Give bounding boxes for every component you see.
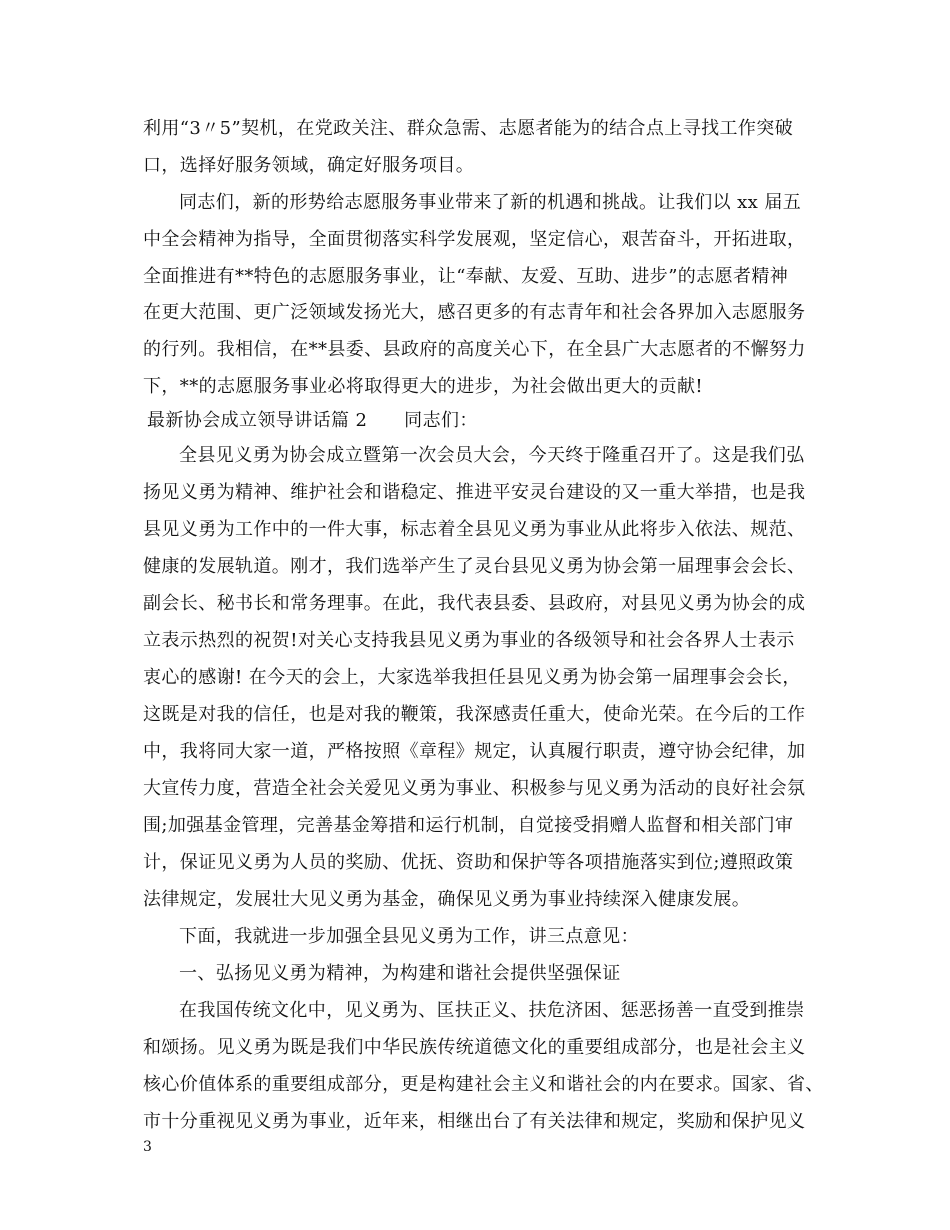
- text-line: 下，**的志愿服务事业必将取得更大的进步，为社会做出更大的贡献!: [143, 376, 704, 397]
- text-line: 口，选择好服务领域，确定好服务项目。: [143, 155, 475, 176]
- text-line: 在更大范围、更广泛领域发扬光大，感召更多的有志青年和社会各界加入志愿服务: [143, 302, 806, 323]
- text-line: 全面推进有**特色的志愿服务事业，让“奉献、友爱、互助、进步”的志愿者精神: [143, 266, 789, 287]
- text-line: 计，保证见义勇为人员的奖励、优抚、资助和保护等各项措施落实到位;遵照政策: [143, 852, 794, 873]
- text-line: 中，我将同大家一道，严格按照《章程》规定，认真履行职责，遵守协会纪律，加: [143, 741, 806, 762]
- text-line: 健康的发展轨道。刚才，我们选举产生了灵台县见义勇为协会第一届理事会会长、: [143, 556, 806, 577]
- text-line: 法律规定，发展壮大见义勇为基金，确保见义勇为事业持续深入健康发展。: [143, 889, 751, 910]
- text-line: 核心价值体系的重要组成部分，更是构建社会主义和谐社会的内在要求。国家、省、: [143, 1074, 824, 1095]
- text-line: 中全会精神为指导，全面贯彻落实科学发展观，坚定信心，艰苦奋斗，开拓进取，: [143, 229, 806, 250]
- text-line: 副会长、秘书长和常务理事。在此，我代表县委、县政府，对县见义勇为协会的成: [143, 593, 806, 614]
- text-line: 市十分重视见义勇为事业，近年来，相继出台了有关法律和规定，奖励和保护见义: [143, 1111, 806, 1132]
- text-line: 县见义勇为工作中的一件大事，标志着全县见义勇为事业从此将步入依法、规范、: [143, 519, 806, 540]
- text-line: 下面，我就进一步加强全县见义勇为工作，讲三点意见：: [179, 926, 639, 947]
- text-line: 衷心的感谢! 在今天的会上，大家选举我担任县见义勇为协会第一届理事会会长，: [143, 667, 801, 688]
- text-line: 大宣传力度，营造全社会关爱见义勇为事业、积极参与见义勇为活动的良好社会氛: [143, 778, 806, 799]
- text-line: 利用“3〃5”契机，在党政关注、群众急需、志愿者能为的结合点上寻找工作突破: [143, 118, 794, 139]
- text-line: 扬见义勇为精神、维护社会和谐稳定、推进平安灵台建设的又一重大举措，也是我: [143, 482, 806, 503]
- text-line: 全县见义勇为协会成立暨第一次会员大会，今天终于隆重召开了。这是我们弘: [179, 445, 805, 466]
- text-line: 围;加强基金管理，完善基金筹措和运行机制，自觉接受捐赠人监督和相关部门审: [143, 815, 794, 836]
- subheading: 一、弘扬见义勇为精神，为构建和谐社会提供坚强保证: [179, 963, 621, 984]
- text-line: 立表示热烈的祝贺!对关心支持我县见义勇为事业的各级领导和社会各界人士表示: [143, 630, 795, 651]
- section-heading: 最新协会成立领导讲话篇 2 同志们：: [147, 410, 478, 431]
- text-line: 的行列。我相信，在**县委、县政府的高度关心下，在全县广大志愿者的不懈努力: [143, 339, 806, 360]
- text-line: 同志们，新的形势给志愿服务事业带来了新的机遇和挑战。让我们以 xx 届五: [179, 192, 802, 213]
- text-line: 在我国传统文化中，见义勇为、匡扶正义、扶危济困、惩恶扬善一直受到推崇: [179, 1000, 805, 1021]
- page-number: 3: [143, 1139, 152, 1155]
- text-line: 这既是对我的信任，也是对我的鞭策，我深感责任重大，使命光荣。在今后的工作: [143, 704, 806, 725]
- text-line: 和颂扬。见义勇为既是我们中华民族传统道德文化的重要组成部分，也是社会主义: [143, 1037, 806, 1058]
